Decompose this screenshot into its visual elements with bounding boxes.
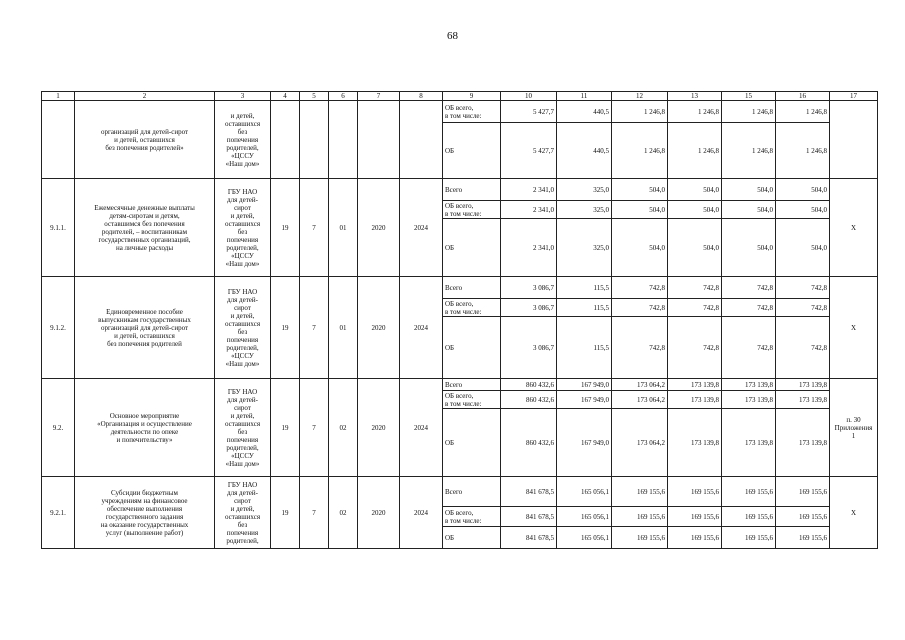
amount-cell: 1 246,8 [668, 123, 722, 179]
funding-source: Всего [443, 179, 501, 201]
funding-source: ОБ всего, в том числе: [443, 391, 501, 409]
funding-source: ОБ [443, 219, 501, 277]
code-c6: 01 [329, 179, 358, 277]
code-c5: 7 [300, 179, 329, 277]
amount-cell: 504,0 [776, 179, 830, 201]
amount-cell: 325,0 [557, 179, 612, 201]
start-year [358, 101, 400, 179]
amount-cell: 742,8 [722, 317, 776, 379]
end-year: 2024 [400, 379, 443, 477]
code-c6: 01 [329, 277, 358, 379]
code-c5: 7 [300, 379, 329, 477]
col-header: 5 [300, 92, 329, 101]
amount-cell: 173 064,2 [612, 379, 668, 391]
amount-cell: 742,8 [722, 277, 776, 299]
amount-cell: 1 246,8 [612, 101, 668, 123]
funding-source: ОБ всего, в том числе: [443, 507, 501, 527]
amount-cell: 167 949,0 [557, 391, 612, 409]
amount-cell: 173 139,8 [722, 391, 776, 409]
end-year: 2024 [400, 277, 443, 379]
table-row [42, 277, 878, 299]
code-c5: 7 [300, 477, 329, 549]
col-header: 1 [42, 92, 75, 101]
amount-cell: 841 678,5 [501, 477, 557, 507]
amount-cell: 169 155,6 [612, 507, 668, 527]
amount-cell: 173 139,8 [722, 379, 776, 391]
item-number: 9.1.2. [42, 277, 75, 379]
page-number: 68 [447, 30, 458, 42]
amount-cell: 504,0 [776, 201, 830, 219]
amount-cell: 742,8 [776, 317, 830, 379]
amount-cell: 173 139,8 [668, 391, 722, 409]
funding-source: Всего [443, 379, 501, 391]
amount-cell: 504,0 [668, 201, 722, 219]
program-table [41, 91, 878, 549]
amount-cell: 165 056,1 [557, 527, 612, 549]
col-header: 9 [443, 92, 501, 101]
amount-cell: 2 341,0 [501, 201, 557, 219]
funding-source: ОБ всего, в том числе: [443, 201, 501, 219]
amount-cell: 1 246,8 [722, 123, 776, 179]
amount-cell: 169 155,6 [668, 477, 722, 507]
amount-cell: 1 246,8 [722, 101, 776, 123]
amount-cell: 860 432,6 [501, 379, 557, 391]
amount-cell: 1 246,8 [612, 123, 668, 179]
amount-cell: 440,5 [557, 123, 612, 179]
item-number: 9.1.1. [42, 179, 75, 277]
amount-cell: 860 432,6 [501, 391, 557, 409]
amount-cell: 173 139,8 [776, 379, 830, 391]
amount-cell: 3 086,7 [501, 299, 557, 317]
note [830, 101, 878, 179]
column-number-row [42, 92, 878, 101]
end-year: 2024 [400, 477, 443, 549]
amount-cell: 115,5 [557, 317, 612, 379]
item-name: организаций для детей-сирот и детей, оставшихся без попечения родителей» [75, 101, 215, 179]
col-header: 12 [612, 92, 668, 101]
table-row [42, 379, 878, 391]
executor: ГБУ НАО для детей- сирот и детей, оставшихся без попечения родителей, [215, 477, 271, 549]
amount-cell: 504,0 [776, 219, 830, 277]
amount-cell: 165 056,1 [557, 507, 612, 527]
start-year: 2020 [358, 277, 400, 379]
end-year [400, 101, 443, 179]
amount-cell: 3 086,7 [501, 317, 557, 379]
note: п. 30 Приложения 1 [830, 379, 878, 477]
executor: и детей, оставшихся без попечения родителей, «ЦССУ «Наш дом» [215, 101, 271, 179]
amount-cell: 165 056,1 [557, 477, 612, 507]
amount-cell: 325,0 [557, 219, 612, 277]
funding-source: ОБ [443, 317, 501, 379]
amount-cell: 167 949,0 [557, 379, 612, 391]
code-c4: 19 [271, 379, 300, 477]
col-header: 15 [722, 92, 776, 101]
amount-cell: 742,8 [776, 277, 830, 299]
col-header: 17 [830, 92, 878, 101]
table-row [42, 101, 878, 123]
amount-cell: 1 246,8 [776, 123, 830, 179]
amount-cell: 742,8 [612, 277, 668, 299]
amount-cell: 504,0 [722, 219, 776, 277]
col-header: 3 [215, 92, 271, 101]
amount-cell: 841 678,5 [501, 507, 557, 527]
col-header: 4 [271, 92, 300, 101]
item-name: Субсидии бюджетным учреждениям на финансовое обеспечение выполнения государственного задания на оказание государственных услуг (выполнение работ) [75, 477, 215, 549]
amount-cell: 2 341,0 [501, 219, 557, 277]
executor: ГБУ НАО для детей- сирот и детей, оставшихся без попечения родителей, «ЦССУ «Наш дом» [215, 379, 271, 477]
amount-cell: 440,5 [557, 101, 612, 123]
amount-cell: 504,0 [612, 219, 668, 277]
code-c4: 19 [271, 277, 300, 379]
executor: ГБУ НАО для детей- сирот и детей, оставшихся без попечения родителей, «ЦССУ «Наш дом» [215, 179, 271, 277]
item-number: 9.2. [42, 379, 75, 477]
amount-cell: 169 155,6 [612, 477, 668, 507]
col-header: 6 [329, 92, 358, 101]
amount-cell: 742,8 [722, 299, 776, 317]
amount-cell: 3 086,7 [501, 277, 557, 299]
code-c4 [271, 101, 300, 179]
start-year: 2020 [358, 379, 400, 477]
amount-cell: 504,0 [668, 179, 722, 201]
amount-cell: 841 678,5 [501, 527, 557, 549]
amount-cell: 115,5 [557, 277, 612, 299]
amount-cell: 115,5 [557, 299, 612, 317]
funding-source: ОБ [443, 409, 501, 477]
amount-cell: 742,8 [612, 317, 668, 379]
table-row [42, 477, 878, 507]
col-header: 16 [776, 92, 830, 101]
amount-cell: 173 139,8 [668, 409, 722, 477]
col-header: 8 [400, 92, 443, 101]
amount-cell: 169 155,6 [776, 527, 830, 549]
amount-cell: 169 155,6 [668, 507, 722, 527]
amount-cell: 173 064,2 [612, 391, 668, 409]
amount-cell: 173 064,2 [612, 409, 668, 477]
amount-cell: 169 155,6 [776, 477, 830, 507]
amount-cell: 169 155,6 [722, 527, 776, 549]
amount-cell: 169 155,6 [776, 507, 830, 527]
amount-cell: 5 427,7 [501, 101, 557, 123]
amount-cell: 504,0 [612, 201, 668, 219]
funding-source: Всего [443, 477, 501, 507]
note: Х [830, 277, 878, 379]
amount-cell: 1 246,8 [776, 101, 830, 123]
col-header: 7 [358, 92, 400, 101]
amount-cell: 742,8 [668, 299, 722, 317]
amount-cell: 2 341,0 [501, 179, 557, 201]
amount-cell: 173 139,8 [776, 409, 830, 477]
funding-source: ОБ всего, в том числе: [443, 299, 501, 317]
code-c6: 02 [329, 477, 358, 549]
item-name: Основное мероприятие «Организация и осуществление деятельности по опеке и попечительству» [75, 379, 215, 477]
amount-cell: 504,0 [668, 219, 722, 277]
code-c4: 19 [271, 477, 300, 549]
end-year: 2024 [400, 179, 443, 277]
item-name: Ежемесячные денежные выплаты детям-сиротам и детям, оставшимся без попечения родителей, – воспитанникам государственных организаций, на личные расходы [75, 179, 215, 277]
amount-cell: 173 139,8 [668, 379, 722, 391]
code-c4: 19 [271, 179, 300, 277]
code-c5 [300, 101, 329, 179]
executor: ГБУ НАО для детей- сирот и детей, оставшихся без попечения родителей, «ЦССУ «Наш дом» [215, 277, 271, 379]
funding-source: ОБ [443, 527, 501, 549]
amount-cell: 742,8 [612, 299, 668, 317]
item-name: Единовременное пособие выпускникам государственных организаций для детей-сирот и детей, оставшихся без попечения родителей [75, 277, 215, 379]
amount-cell: 169 155,6 [722, 507, 776, 527]
item-number [42, 101, 75, 179]
col-header: 11 [557, 92, 612, 101]
funding-source: ОБ всего, в том числе: [443, 101, 501, 123]
col-header: 10 [501, 92, 557, 101]
amount-cell: 742,8 [776, 299, 830, 317]
start-year: 2020 [358, 179, 400, 277]
amount-cell: 742,8 [668, 277, 722, 299]
amount-cell: 169 155,6 [668, 527, 722, 549]
amount-cell: 169 155,6 [722, 477, 776, 507]
note: Х [830, 179, 878, 277]
amount-cell: 169 155,6 [612, 527, 668, 549]
amount-cell: 5 427,7 [501, 123, 557, 179]
amount-cell: 860 432,6 [501, 409, 557, 477]
amount-cell: 504,0 [722, 179, 776, 201]
amount-cell: 504,0 [722, 201, 776, 219]
amount-cell: 167 949,0 [557, 409, 612, 477]
item-number: 9.2.1. [42, 477, 75, 549]
amount-cell: 742,8 [668, 317, 722, 379]
col-header: 2 [75, 92, 215, 101]
table-row [42, 179, 878, 201]
amount-cell: 325,0 [557, 201, 612, 219]
funding-source: ОБ [443, 123, 501, 179]
amount-cell: 504,0 [612, 179, 668, 201]
amount-cell: 173 139,8 [722, 409, 776, 477]
amount-cell: 173 139,8 [776, 391, 830, 409]
col-header: 13 [668, 92, 722, 101]
amount-cell: 1 246,8 [668, 101, 722, 123]
code-c5: 7 [300, 277, 329, 379]
funding-source: Всего [443, 277, 501, 299]
code-c6 [329, 101, 358, 179]
start-year: 2020 [358, 477, 400, 549]
code-c6: 02 [329, 379, 358, 477]
note: Х [830, 477, 878, 549]
